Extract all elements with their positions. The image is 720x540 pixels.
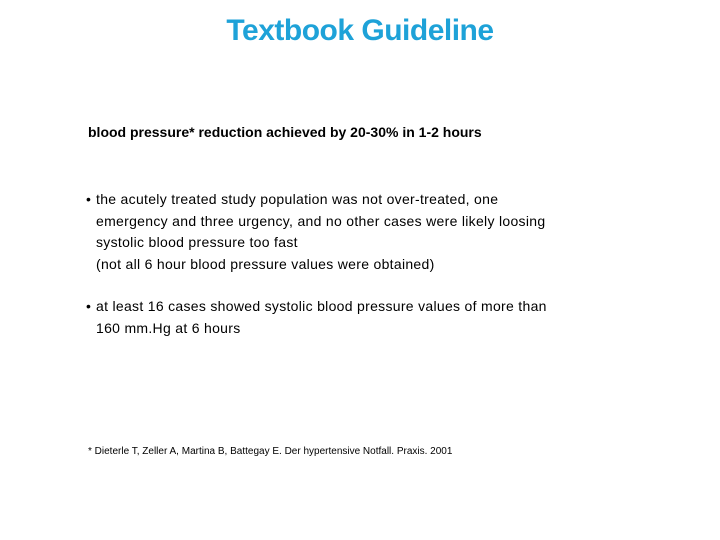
bullet-item (86, 189, 646, 275)
bullet-item (86, 296, 646, 339)
bullet-marker: • (86, 191, 92, 207)
bullet-line: systolic blood pressure too fast (96, 234, 298, 250)
intro-statement: blood pressure* reduction achieved by 20-30% in 1-2 hours (88, 124, 482, 140)
bullet-marker: • (86, 298, 92, 314)
bullet-line (86, 189, 646, 211)
bullet-line: (not all 6 hour blood pressure values were obtained) (96, 255, 435, 272)
slide-title: Textbook Guideline (226, 14, 494, 47)
footnote-citation: * Dieterle T, Zeller A, Martina B, Battegay E. Der hypertensive Notfall. Praxis. 2001 (88, 446, 453, 457)
bullet-line: 160 mm.Hg at 6 hours (96, 319, 241, 336)
bullet-text: the acutely treated study population was not over-treated, one (96, 191, 499, 207)
bullet-text: at least 16 cases showed systolic blood pressure values of more than (96, 298, 547, 314)
bullet-line: emergency and three urgency, and no other cases were likely loosing (96, 212, 546, 229)
bullet-line (86, 296, 646, 318)
